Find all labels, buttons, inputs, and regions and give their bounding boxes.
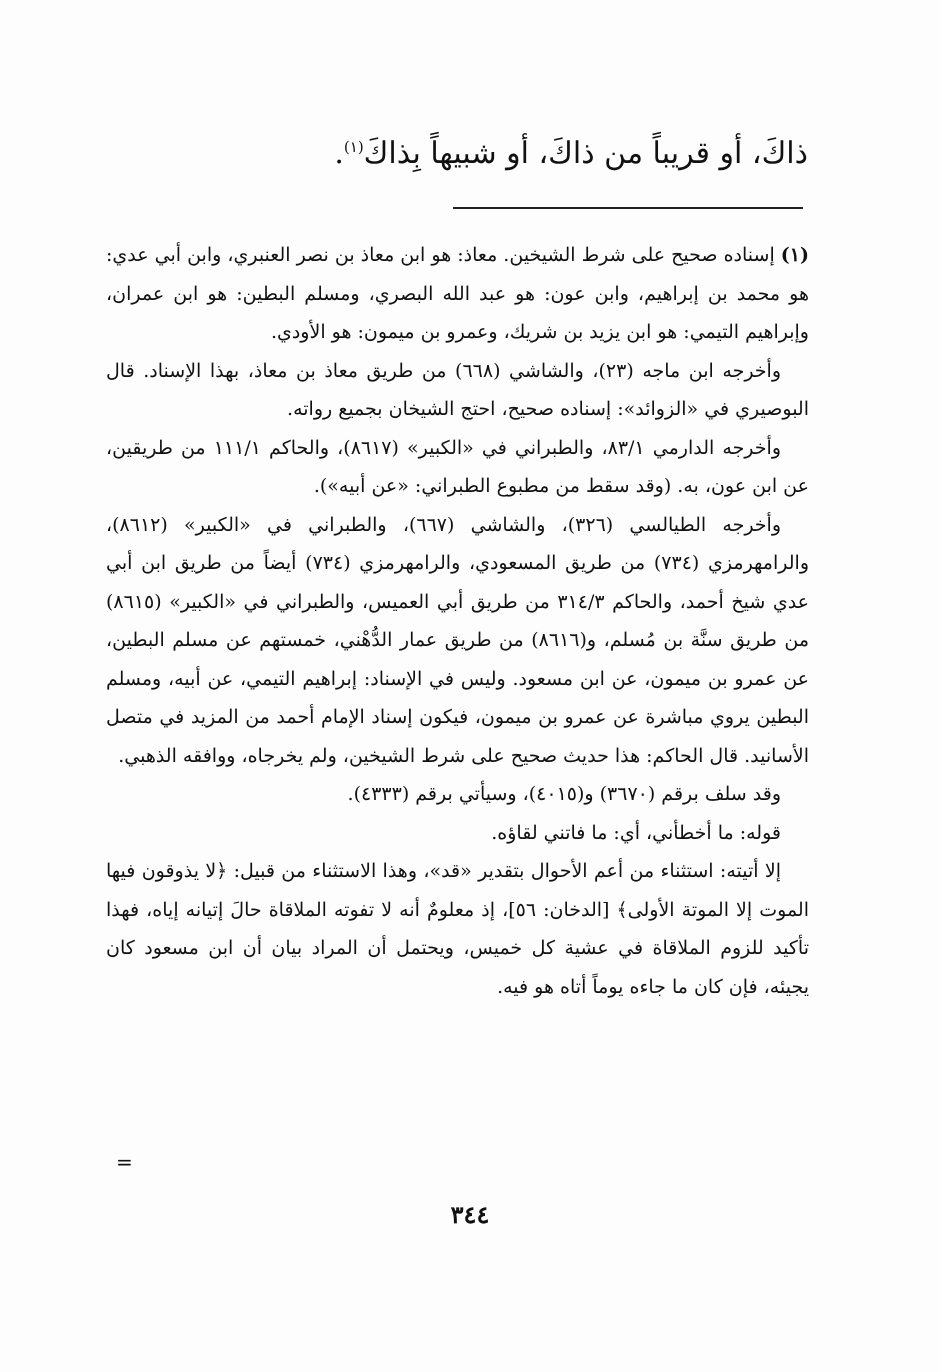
main-text-line: ذاكَ، أو قريباً من ذاكَ، أو شبيهاً بِذاكَ$^{(١)}$. [334,136,808,171]
page-number: ٣٤٤ [450,1200,490,1229]
footnote-text: وأخرجه الطيالسي (٣٢٦)، والشاشي (٦٦٧)، والطبراني في «الكبير» (٨٦١٢)، والرامهرمزي (٧٣٤) من طريق المسعودي، والرامهرمزي (٧٣٤) أيضاً من طريق ابن أبي عدي شيخ أحمد، والحاكم ٣١٤/٣ من طريق أبي العميس، والطبراني في «الكبير» (٨٦١٥) من طريق سنَّة بن مُسلم، و(٨٦١٦) من طريق عمار الدُّهْني، خمستهم عن مسلم البطين، عن عمرو بن ميمون، عن ابن مسعود. وليس في الإسناد: إبراهيم التيمي، عن أبيه، ومسلم البطين يروي مباشرة عن عمرو بن ميمون، فيكون إسناد الإمام أحمد من المزيد في متصل الأسانيد. قال الحاكم: هذا حديث صحيح على شرط الشيخين، ولم يخرجاه، ووافقه الذهبي. [106,513,810,767]
footnote-paragraph [106,352,809,429]
footnote-text: إلا أتيته: استثناء من أعم الأحوال بتقدير «قد»، وهذا الاستثناء من قبيل: ﴿لا يذوقون فيها الموت إلا الموتة الأولى﴾ [الدخان: ٥٦]، إذ معلومٌ أنه لا تفوته الملاقاة حالَ إتيانه إياه، فهذا تأكيد للزوم الملاقاة في عشية كل خميس، ويحتمل أن المراد بيان أن ابن مسعود كان يجيئه، فإن كان ما جاءه يوماً أتاه هو فيه. [106,860,809,998]
footnote-paragraph [106,429,809,506]
footnote-text: قوله: ما أخطأني، أي: ما فاتني لقاؤه. [491,821,781,844]
footnote-paragraph [106,775,809,814]
footnote-text: إسناده صحيح على شرط الشيخين. معاذ: هو ابن معاذ بن نصر العنبري، وابن أبي عدي: هو محمد بن إبراهيم، وابن عون: هو عبد الله البصري، ومسلم البطين: هو ابن عمران، وإبراهيم التيمي: هو ابن يزيد بن شريك، وعمرو بن ميمون: هو الأودي. [106,244,809,343]
footnote-text: وقد سلف برقم (٣٦٧٠) و(٤٠١٥)، وسيأتي برقم (٤٣٣٣). [347,783,781,805]
footnote-paragraph [106,814,809,853]
footnote-text: وأخرجه الدارمي ٨٣/١، والطبراني في «الكبير» (٨٦١٧)، والحاكم ١١١/١ من طريقين، عن ابن عون، به. (وقد سقط من مطبوع الطبراني: «عن أبيه»). [106,436,809,497]
footnote-text: وأخرجه ابن ماجه (٢٣)، والشاشي (٦٦٨) من طريق معاذ بن معاذ، بهذا الإسناد. قال البوصيري في «الزوائد»: إسناده صحيح، احتج الشيخان بجميع رواته. [106,359,809,420]
main-text-content: ذاكَ، أو قريباً من ذاكَ، أو شبيهاً بِذاكَ [363,136,808,171]
footnote-marker: (١) [343,138,364,156]
footnote-separator [453,207,803,209]
footnote-paragraph [106,506,809,776]
continuation-mark: = [116,1150,133,1174]
footnote-number: (١) [780,244,809,266]
footnote-paragraph [106,236,809,352]
footnote-paragraph [106,852,809,1006]
footnotes-section [106,236,809,1006]
